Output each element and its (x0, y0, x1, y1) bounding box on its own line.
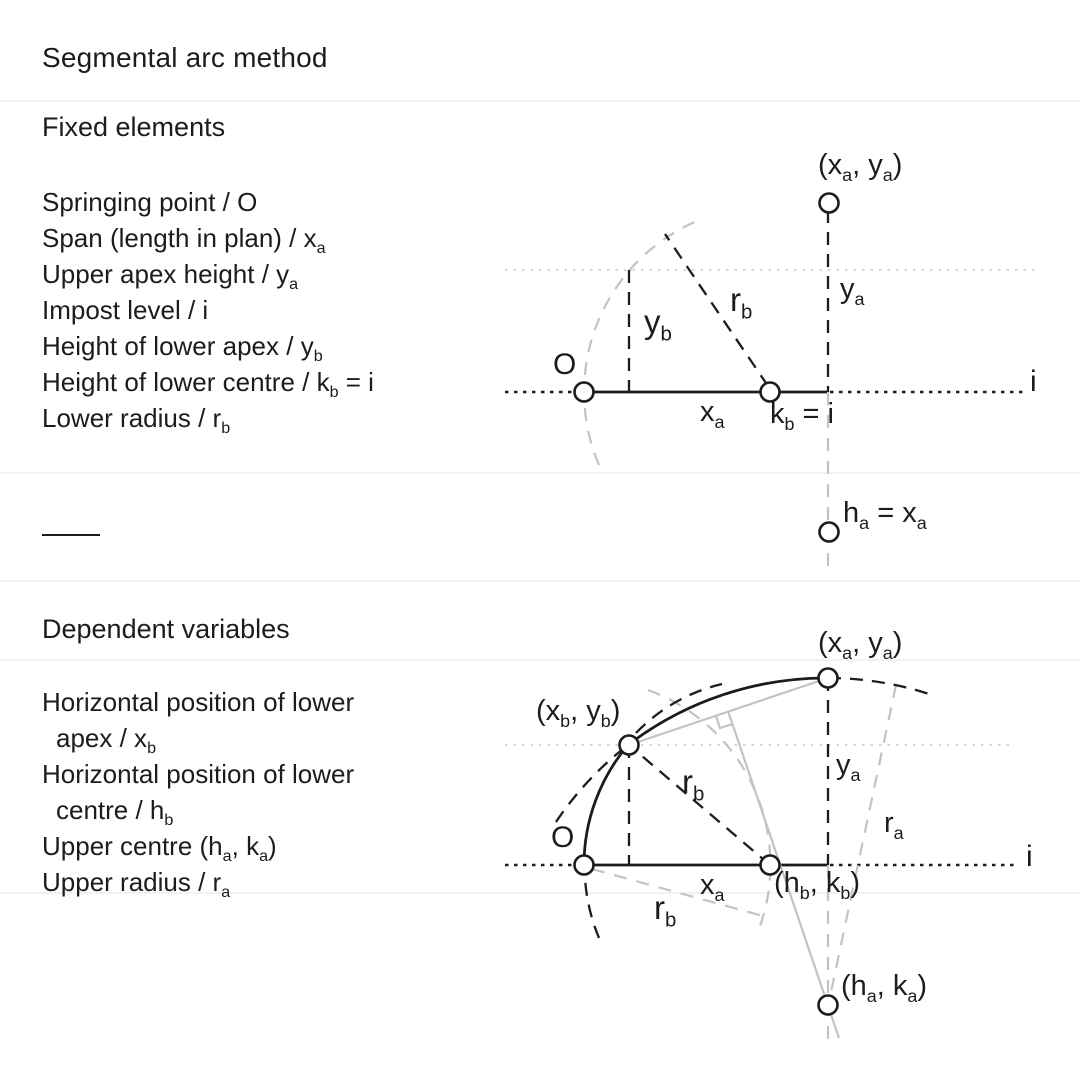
bottom-xa-label: $x_a$ (700, 869, 725, 905)
bottom-impost-label: i (1026, 840, 1033, 873)
fixed-elements-heading: Fixed elements (42, 112, 226, 142)
bottom-upper-apex-marker (819, 669, 838, 688)
top-springing-point-marker (575, 383, 594, 402)
top-rb-dashed-radius (665, 234, 768, 386)
top-ha-marker (820, 523, 839, 542)
list-line: centre / $h_b$ (56, 795, 174, 830)
dependent-variables-heading: Dependent variables (42, 614, 290, 644)
dependent-variables-list (42, 684, 354, 900)
section-divider (42, 534, 100, 536)
bottom-rb-radius-label: $r_b$ (682, 763, 705, 806)
top-impost-label: i (1030, 365, 1037, 398)
list-line: Span (length in plan) / $x_a$ (42, 223, 326, 258)
top-diagram (505, 194, 1037, 567)
bottom-rb-compass-label: $r_b$ (654, 889, 677, 932)
top-apex-point-label: ($x_a$, $y_a$) (818, 149, 903, 185)
bottom-upper-centre-point-label: ($h_a$, $k_a$) (841, 970, 928, 1006)
bottom-origin-label: O (551, 821, 575, 854)
top-ya-label: $y_a$ (840, 273, 865, 309)
top-rb-label: $r_b$ (730, 281, 753, 324)
list-line: Lower radius / $r_b$ (42, 403, 231, 438)
list-line: Upper apex height / $y_a$ (42, 259, 299, 294)
list-line: Upper radius / $r_a$ (42, 867, 231, 902)
upper-circle-dashed-continuation-right (828, 678, 929, 694)
list-line: Springing point / O (42, 187, 258, 217)
top-upper-apex-marker (820, 194, 839, 213)
top-xa-label: $x_a$ (700, 396, 725, 432)
bottom-ra-label: $r_a$ (884, 807, 904, 843)
page-title: Segmental arc method (42, 42, 328, 73)
list-line: Horizontal position of lower (42, 759, 355, 789)
top-kb-label: $k_b = i$ (770, 398, 834, 434)
list-line: Horizontal position of lower (42, 687, 355, 717)
list-line: Impost level / i (42, 295, 209, 325)
bottom-lower-apex-point-label: ($x_b$, $y_b$) (536, 695, 621, 731)
top-yb-label: $y_b$ (644, 303, 672, 346)
fixed-elements-list (42, 184, 374, 436)
top-origin-label: O (553, 348, 577, 381)
lower-circle-dashed-continuation-below-origin (585, 878, 599, 938)
bottom-lower-apex-marker (620, 736, 639, 755)
list-line: Height of lower centre / $k_b = i$ (42, 367, 374, 402)
bottom-apex-point-label: ($x_a$, $y_a$) (818, 627, 903, 663)
list-line: Upper centre ($h_a$, $k_a$) (42, 831, 277, 866)
bottom-ya-label: $y_a$ (836, 749, 861, 785)
bottom-upper-centre-marker (819, 996, 838, 1015)
bottom-springing-point-marker (575, 856, 594, 875)
bottom-lower-centre-point-label: ($h_b$, $k_b$) (774, 867, 861, 903)
top-ha-label: $h_a = x_a$ (843, 497, 927, 533)
list-line: Height of lower apex / $y_b$ (42, 331, 323, 366)
list-line: apex / $x_b$ (56, 723, 157, 758)
